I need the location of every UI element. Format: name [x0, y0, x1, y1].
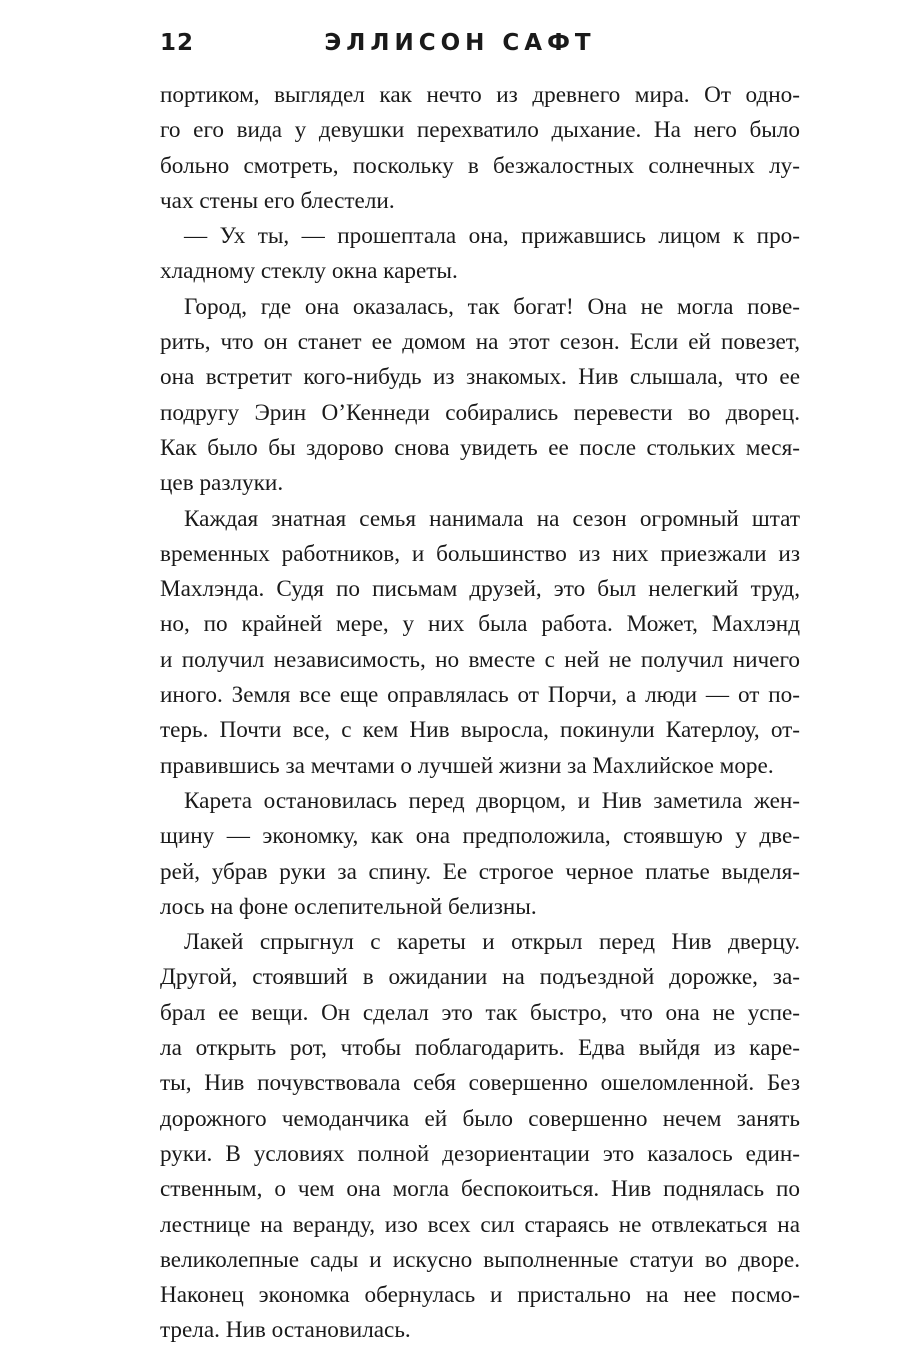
text-line: Город, где она оказалась, так богат! Она не могла пове- [184, 293, 800, 320]
text-line: Каждая знатная семья нанимала на сезон огромный штат [184, 505, 800, 532]
text-line: го его вида у девушки перехватило дыхание. На него было [160, 117, 800, 144]
text-line: руки. В условиях полной дезориентации это казалось един- [160, 1140, 800, 1167]
text-line: великолепные сады и искусно выполненные статуи во дворе. [160, 1246, 800, 1273]
text-line: — Ух ты, — прошептала она, прижавшись лицом к про- [184, 223, 800, 250]
body-text [160, 78, 800, 1349]
text-line: подругу Эрин О’Кеннеди собирались перевести во дворец. [160, 399, 800, 426]
text-line: дорожного чемоданчика ей было совершенно нечем занять [160, 1105, 800, 1132]
text-line: чах стены его блестели. [160, 187, 395, 214]
text-line: Лакей спрыгнул с кареты и открыл перед Нив дверцу. [184, 929, 800, 956]
text-line: Наконец экономка обернулась и пристально на нее посмо- [160, 1282, 800, 1309]
text-line: и получил независимость, но вместе с ней не получил ничего [160, 646, 800, 673]
text-line: рей, убрав руки за спину. Ее строгое черное платье выделя- [160, 858, 800, 885]
running-head [160, 30, 760, 64]
page-number: 12 [160, 30, 195, 56]
text-line: ственным, о чем она могла беспокоиться. Нив поднялась по [160, 1176, 800, 1203]
text-line: иного. Земля все еще оправлялась от Порчи, а люди — от по- [160, 682, 800, 709]
book-author: ЭЛЛИСОН САФТ [324, 30, 596, 56]
text-line: временных работников, и большинство из них приезжали из [160, 540, 800, 567]
text-line: больно смотреть, поскольку в безжалостных солнечных лу- [160, 152, 800, 179]
text-line: лестнице на веранду, изо всех сил стараясь не отвлекаться на [160, 1211, 800, 1238]
text-line: Махлэнда. Судя по письмам друзей, это был нелегкий труд, [160, 576, 800, 603]
text-line: терь. Почти все, с кем Нив выросла, покинули Катерлоу, от- [160, 717, 800, 744]
text-line: трела. Нив остановилась. [160, 1317, 411, 1344]
text-line: ты, Нив почувствовала себя совершенно ошеломленной. Без [160, 1070, 800, 1097]
text-line: рить, что он станет ее домом на этот сезон. Если ей повезет, [160, 329, 800, 356]
text-line: Как было бы здорово снова увидеть ее после стольких меся- [160, 434, 800, 461]
text-line: брал ее вещи. Он сделал это так быстро, что она не успе- [160, 999, 800, 1026]
text-line: но, по крайней мере, у них была работа. Может, Махлэнд [160, 611, 800, 638]
text-line: лось на фоне ослепительной белизны. [160, 893, 537, 920]
text-line: она встретит кого-нибудь из знакомых. Нив слышала, что ее [160, 364, 800, 391]
text-line: хладному стеклу окна кареты. [160, 258, 458, 285]
text-line: Другой, стоявший в ожидании на подъездной дорожке, за- [160, 964, 800, 991]
text-line: ла открыть рот, чтобы поблагодарить. Едва выйдя из каре- [160, 1035, 800, 1062]
text-line: Карета остановилась перед дворцом, и Нив заметила жен- [184, 787, 800, 814]
text-line: щину — экономку, как она предположила, стоявшую у две- [160, 823, 800, 850]
text-line: правившись за мечтами о лучшей жизни за Махлийское море. [160, 752, 774, 779]
text-line: цев разлуки. [160, 470, 284, 497]
text-line: портиком, выглядел как нечто из древнего мира. От одно- [160, 82, 800, 108]
